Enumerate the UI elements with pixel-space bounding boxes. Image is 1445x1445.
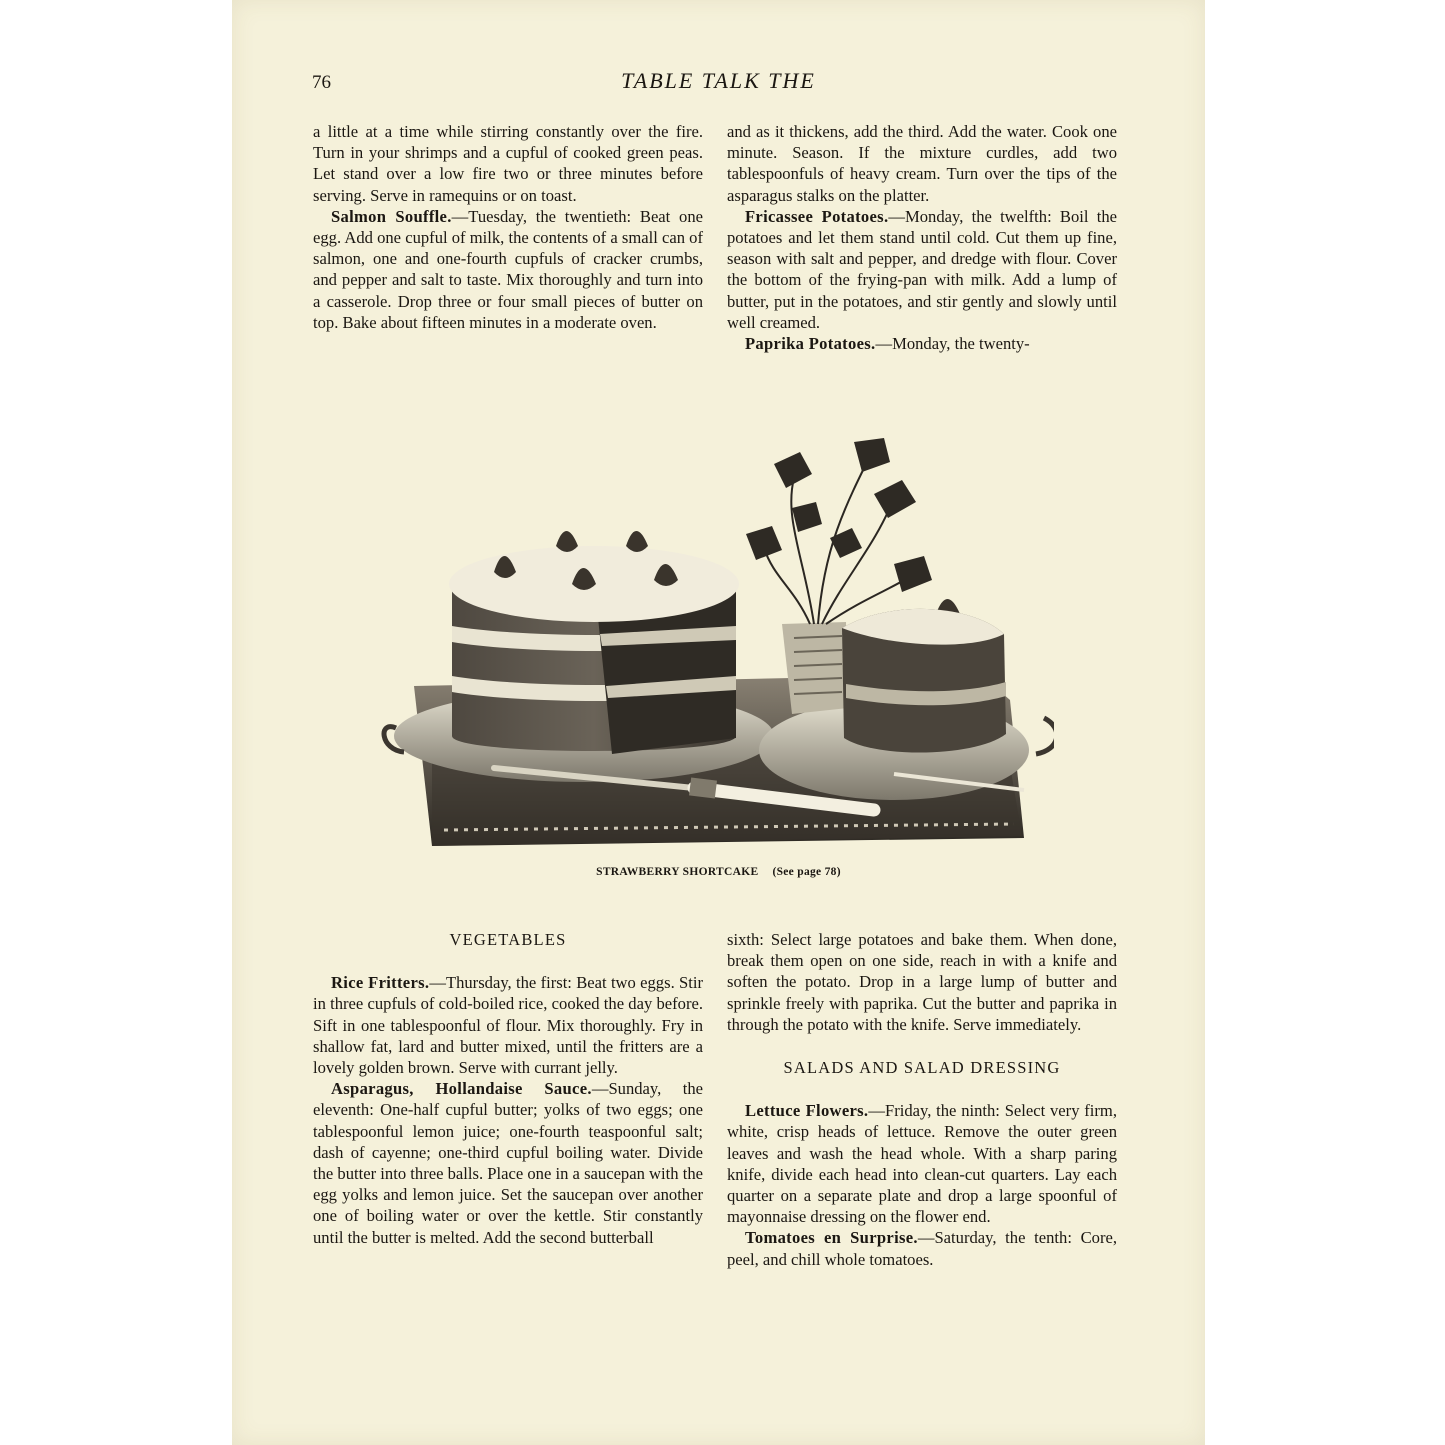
recipe-title: Paprika Potatoes. xyxy=(745,334,876,354)
figure-caption xyxy=(232,866,1205,878)
column-lower-right xyxy=(727,929,1117,1270)
recipe-text: —Tuesday, the twentieth: Beat one egg. Add one cupful of milk, the contents of a small can of salmon, one and one-fourth cupfuls of cracker crumbs, and pepper and salt to taste. Mix thoroughly and turn into a casserole. Drop three or four small pieces of butter on top. Bake about fifteen minutes in a moderate oven. xyxy=(313,206,703,332)
continued-paragraph: a little at a time while stirring constantly over the fire. Turn in your shrimps and a cupful of cooked green peas. Let stand over a low fire two or three minutes before serving. Serve in ramequins or on toast. xyxy=(313,122,703,205)
section-heading-vegetables: VEGETABLES xyxy=(449,930,567,949)
recipe-text: —Monday, the twelfth: Boil the potatoes and let them stand until cold. Cut them up fine, season with salt and pepper, and dredge with flour. Cover the bottom of the frying-pan with milk. Add a lump of butter, put in the potatoes, and stir gently and slowly until well creamed. xyxy=(727,206,1117,332)
recipe-text: —Thursday, the first: Beat two eggs. Stir in three cupfuls of cold-boiled rice, cooked the day before. Sift in one tablespoonful of flour. Mix thoroughly. Fry in shallow fat, lard and butter mixed, until the fritters are a lovely golden brown. Serve with currant jelly. xyxy=(313,973,703,1078)
recipe-text: —Sunday, the eleventh: One-half cupful butter; yolks of two eggs; one tablespoonful lemon juice; one-fourth teaspoonful salt; dash of cayenne; one-third cupful boiling water. Divide the butter into three balls. Place one in a saucepan with the egg yolks and lemon juice. Set the saucepan over another one of boiling water or over the kettle. Stir constantly until the butter is melted. Add the second butterball xyxy=(313,1079,703,1247)
recipe-text: —Saturday, the tenth: Core, peel, and chill whole tomatoes. xyxy=(727,1228,1118,1269)
book-page xyxy=(232,0,1205,1445)
recipe-fricassee-potatoes xyxy=(727,206,1117,333)
column-upper-left xyxy=(313,121,703,333)
page-number: 76 xyxy=(312,72,331,93)
column-upper-right xyxy=(727,121,1117,354)
section-heading-salads: SALADS AND SALAD DRESSING xyxy=(783,1058,1061,1078)
recipe-tomatoes-en-surprise xyxy=(727,1227,1117,1269)
recipe-title: Asparagus, Hollandaise Sauce. xyxy=(331,1079,592,1099)
recipe-title: Rice Fritters. xyxy=(331,973,430,993)
recipe-title: Tomatoes en Surprise. xyxy=(745,1228,918,1248)
caption-title: STRAWBERRY SHORTCAKE xyxy=(596,866,759,878)
recipe-asparagus-hollandaise xyxy=(313,1078,703,1248)
column-lower-left xyxy=(313,929,703,1248)
recipe-salmon-souffle xyxy=(313,206,703,333)
recipe-lettuce-flowers xyxy=(727,1100,1117,1227)
continued-paragraph: and as it thickens, add the third. Add the water. Cook one minute. Season. If the mixture curdles, add two tablespoonfuls of heavy cream. Turn over the tips of the asparagus stalks on the platter. xyxy=(727,122,1117,205)
caption-page-reference: (See page 78) xyxy=(772,866,841,878)
recipe-title: Salmon Souffle. xyxy=(331,206,452,226)
recipe-text: —Monday, the twenty- xyxy=(875,334,1030,354)
recipe-rice-fritters xyxy=(313,972,703,1078)
recipe-text: —Friday, the ninth: Select very firm, white, crisp heads of lettuce. Remove the outer green leaves and wash the head whole. With a sharp paring knife, divide each head into clean-cut quarters. Lay each quarter on a separate plate and drop a large spoonful of mayonnaise dressing on the flower end. xyxy=(727,1101,1117,1227)
tray-handle-right xyxy=(1036,718,1054,754)
shortcake-photograph xyxy=(374,438,1054,850)
recipe-title: Lettuce Flowers. xyxy=(745,1101,869,1121)
recipe-paprika-potatoes xyxy=(727,333,1117,354)
running-title: TABLE TALK THE xyxy=(621,68,816,93)
recipe-title: Fricassee Potatoes. xyxy=(745,206,889,226)
shortcake-illustration xyxy=(374,438,1054,850)
continued-paragraph: sixth: Select large potatoes and bake them. When done, break them open on one side, reach in with a knife and soften the potato. Drop in a large lump of butter and sprinkle freely with paprika. Cut the butter and paprika in through the potato with the knife. Serve immediately. xyxy=(727,930,1117,1034)
